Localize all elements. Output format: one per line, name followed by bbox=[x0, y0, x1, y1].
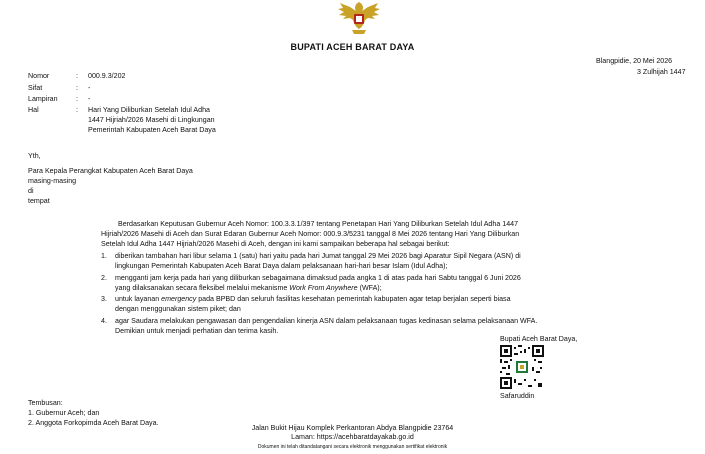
item-number: 2. bbox=[101, 274, 107, 282]
hal-line: Hari Yang Diliburkan Setelah Idul Adha bbox=[88, 106, 210, 114]
colon: : bbox=[76, 72, 78, 80]
cc-item: 1. Gubernur Aceh; dan bbox=[28, 409, 100, 417]
signature-title: Bupati Aceh Barat Daya, bbox=[500, 335, 578, 343]
hal-label: Hal bbox=[28, 106, 39, 114]
item-line: yang dilaksanakan secara fleksibel melalui mekanisme Work From Anywhere (WFA); bbox=[115, 284, 382, 292]
intro-line: Berdasarkan Keputusan Gubernur Aceh Nomor: 100.3.3.1/397 tentang Penetapan Hari Yang Diliburkan Setelah Idul Adha 1447 bbox=[118, 220, 519, 228]
item-number: 4. bbox=[101, 317, 107, 325]
item-number: 3. bbox=[101, 295, 107, 303]
recipient-line: tempat bbox=[28, 197, 50, 205]
item-line: lingkungan Pemerintah Kabupaten Aceh Barat Daya dalam pelaksanaan hari-hari besar Islam (Idul Adha); bbox=[115, 262, 448, 270]
footer-address: Jalan Bukit Hijau Komplek Perkantoran Abdya Blangpidie 23764 bbox=[251, 424, 454, 432]
garuda-emblem-icon bbox=[336, 0, 382, 36]
item-line: agar Saudara melakukan pengawasan dan pengendalian kinerja ASN dalam pelaksanaan tugas kedinasan selama pelaksanaan WFA. bbox=[115, 317, 538, 325]
intro-line: Hijriah/2026 Masehi di Aceh dan Surat Edaran Gubernur Aceh Nomor: 000.9.3/5231 tanggal 8 Mei 2026 tentang Hari Yang Diliburkan bbox=[101, 230, 520, 238]
item-line: mengganti jam kerja pada hari yang diliburkan sebagaimana dimaksud pada angka 1 di atas pada hari Sabtu tanggal 6 Juni 2026 bbox=[115, 274, 521, 282]
item-line: untuk layanan emergency pada BPBD dan seluruh fasilitas kesehatan pemerintah kabupaten agar tetap berjalan seperti biasa bbox=[115, 295, 511, 303]
lampiran-value: - bbox=[88, 95, 91, 103]
sifat-label: Sifat bbox=[28, 84, 43, 92]
hal-line: Pemerintah Kabupaten Aceh Barat Daya bbox=[88, 126, 216, 134]
sifat-value: - bbox=[88, 84, 91, 92]
nomor-label: Nomor bbox=[28, 72, 50, 80]
closing-sentence: Demikian untuk menjadi perhatian dan terima kasih. bbox=[115, 327, 279, 335]
recipient-line: Para Kepala Perangkat Kabupaten Aceh Barat Daya bbox=[28, 167, 193, 175]
colon: : bbox=[76, 95, 78, 103]
salutation: Yth, bbox=[28, 152, 41, 160]
signer-name: Safaruddin bbox=[500, 392, 535, 400]
item-line: diberikan tambahan hari libur selama 1 (satu) hari yaitu pada hari Jumat tanggal 29 Mei 2026 bagi Aparatur Sipil Negara (ASN) di bbox=[115, 252, 521, 260]
recipient-line: masing-masing bbox=[28, 177, 77, 185]
hal-line: 1447 Hijriah/2026 Masehi di Lingkungan bbox=[88, 116, 215, 124]
colon: : bbox=[76, 84, 78, 92]
colon: : bbox=[76, 106, 78, 114]
recipient-line: di bbox=[28, 187, 34, 195]
cc-label: Tembusan: bbox=[28, 399, 63, 407]
item-line: dengan menggunakan sistem piket; dan bbox=[115, 305, 241, 313]
footer-website: Laman: https://acehbaratdayakab.go.id bbox=[291, 433, 414, 441]
lampiran-label: Lampiran bbox=[28, 95, 58, 103]
cc-item: 2. Anggota Forkopimda Aceh Barat Daya. bbox=[28, 419, 159, 427]
item-number: 1. bbox=[101, 252, 107, 260]
footer-esign-note: Dokumen ini telah ditandatangani secara elektronik menggunakan sertifikat elektronik bbox=[257, 444, 448, 450]
nomor-value: 000.9.3/202 bbox=[88, 72, 126, 80]
intro-line: Setelah Idul Adha 1447 Hijriah/2026 Masehi di Aceh, dengan ini kami sampaikan beberapa hal sebagai berikut: bbox=[101, 240, 450, 248]
qr-code-icon bbox=[500, 345, 544, 389]
letter-hijri-date: 3 Zulhijah 1447 bbox=[637, 68, 686, 76]
letter-date: Blangpidie, 20 Mei 2026 bbox=[596, 57, 673, 65]
page-title: BUPATI ACEH BARAT DAYA bbox=[290, 42, 415, 52]
